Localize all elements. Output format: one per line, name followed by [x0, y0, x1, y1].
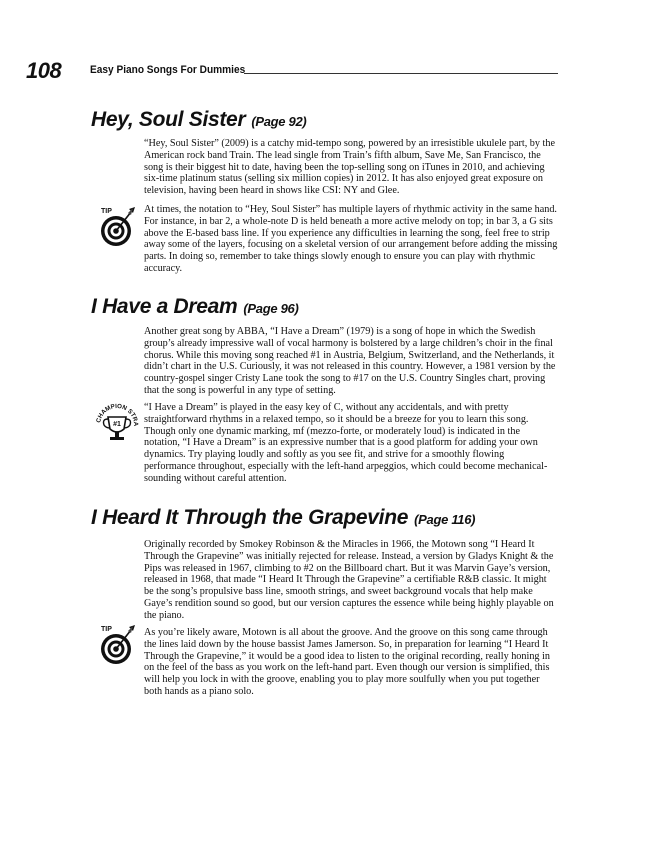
section-title-hey-soul-sister [91, 108, 306, 132]
section-paragraph: At times, the notation to “Hey, Soul Sister” has multiple layers of rhythmic activity in the same hand. For instance, in bar 2, a whole-note D is held beneath a more active melody on top; in bar 3, a G sits above the E-based bass line. If you experience any difficulties in learning the song, feel free to strip away some of the layers, focusing on a skeletal version of our arrangement before adding the missing parts. In doing so, remember to take things slowly enough to ensure you can play with rhythmic accuracy. [144, 204, 558, 274]
header-rule [244, 73, 558, 74]
tip-icon-label: TIP [101, 208, 112, 215]
section-paragraph: “I Have a Dream” is played in the easy key of C, without any accidentals, and with pretty straightforward rhythms in a relaxed tempo, so it should be a breeze for you to learn this song. Though only one dynamic marking, mf (mezzo-forte, or moderately loud) is indicated in the notation, “I Have a Dream” is an expressive number that is a good platform for adding your own dynamics. Try playing loudly and softly as you see fit, and strive for a smoothly flowing performance throughout, especially with the left-hand arpeggios, which could become mechanical-sounding without careful attention. [144, 402, 548, 484]
tip-target-icon [98, 204, 138, 248]
section-paragraph: As you’re likely aware, Motown is all about the groove. And the groove on this song came through the lines laid down by the house bassist James Jamerson. So, in preparation for learning “I Heard It Through the Grapevine,” it would be a good idea to listen to the original recording, really honing in on the feel of the bass as you work on the left-hand part. Even though our version is simplified, this will help you lock in with the groove, enabling you to play more soulfully when you put together both hands as a piano solo. [144, 627, 550, 697]
section-title-i-have-a-dream [91, 295, 299, 319]
page-number: 108 [26, 58, 62, 83]
running-header [26, 58, 558, 82]
champion-badge-text: #1 [113, 421, 121, 428]
tip-target-icon [98, 622, 138, 666]
section-page-ref: (Page 96) [243, 301, 299, 316]
section-title-grapevine [91, 506, 475, 530]
section-paragraph: Another great song by ABBA, “I Have a Dream” (1979) is a song of hope in which the Swedish group’s already impressive wall of vocal harmony is bolstered by a large children’s choir in the final chorus. While this moving song reached #1 in Austria, Belgium, Switzerland, and the Netherlands, it didn’t chart in the U.S. Curiously, it was not released in this country. However, a 1981 version by the country-gospel singer Cristy Lane took the song to #17 on the U.S. Country Singles chart, proving that the song is powerful in any type of setting. [144, 326, 556, 396]
section-title-text: I Heard It Through the Grapevine [91, 506, 409, 529]
section-page-ref: (Page 116) [414, 512, 476, 527]
tip-icon-label: TIP [101, 626, 112, 633]
section-page-ref: (Page 92) [251, 114, 307, 129]
running-title: Easy Piano Songs For Dummies [90, 64, 246, 76]
champion-strategy-label: CHAMPION STRA [95, 402, 140, 426]
champion-strategy-icon [94, 395, 140, 447]
section-title-text: Hey, Soul Sister [91, 108, 246, 131]
section-title-text: I Have a Dream [91, 295, 238, 318]
section-paragraph: Originally recorded by Smokey Robinson & the Miracles in 1966, the Motown song “I Heard It Through the Grapevine” was initially rejected for release. Instead, a version by Gladys Knight & the Pips was released in 1967, climbing to #2 on the Billboard chart. But it was Marvin Gaye’s version, released in 1968, that made “I Heard It Through the Grapevine” a certifiable R&B classic. It might be the song’s propulsive bass line, smooth strings, and sweet background vocals that help make Gaye’s rendition sound so good, but our version captures the essence while being highly playable on the piano. [144, 539, 554, 621]
section-paragraph: “Hey, Soul Sister” (2009) is a catchy mid-tempo song, powered by an irresistible ukulele part, by the American rock band Train. The lead single from Train’s fifth album, Save Me, San Francisco, the song is their biggest hit to date, having been the top-selling song on iTunes in 2010, and achieving six-time platinum status (selling six million copies) in 2012. It has also enjoyed great exposure on television, having been heard in shows like CSI: NY and Glee. [144, 138, 555, 197]
